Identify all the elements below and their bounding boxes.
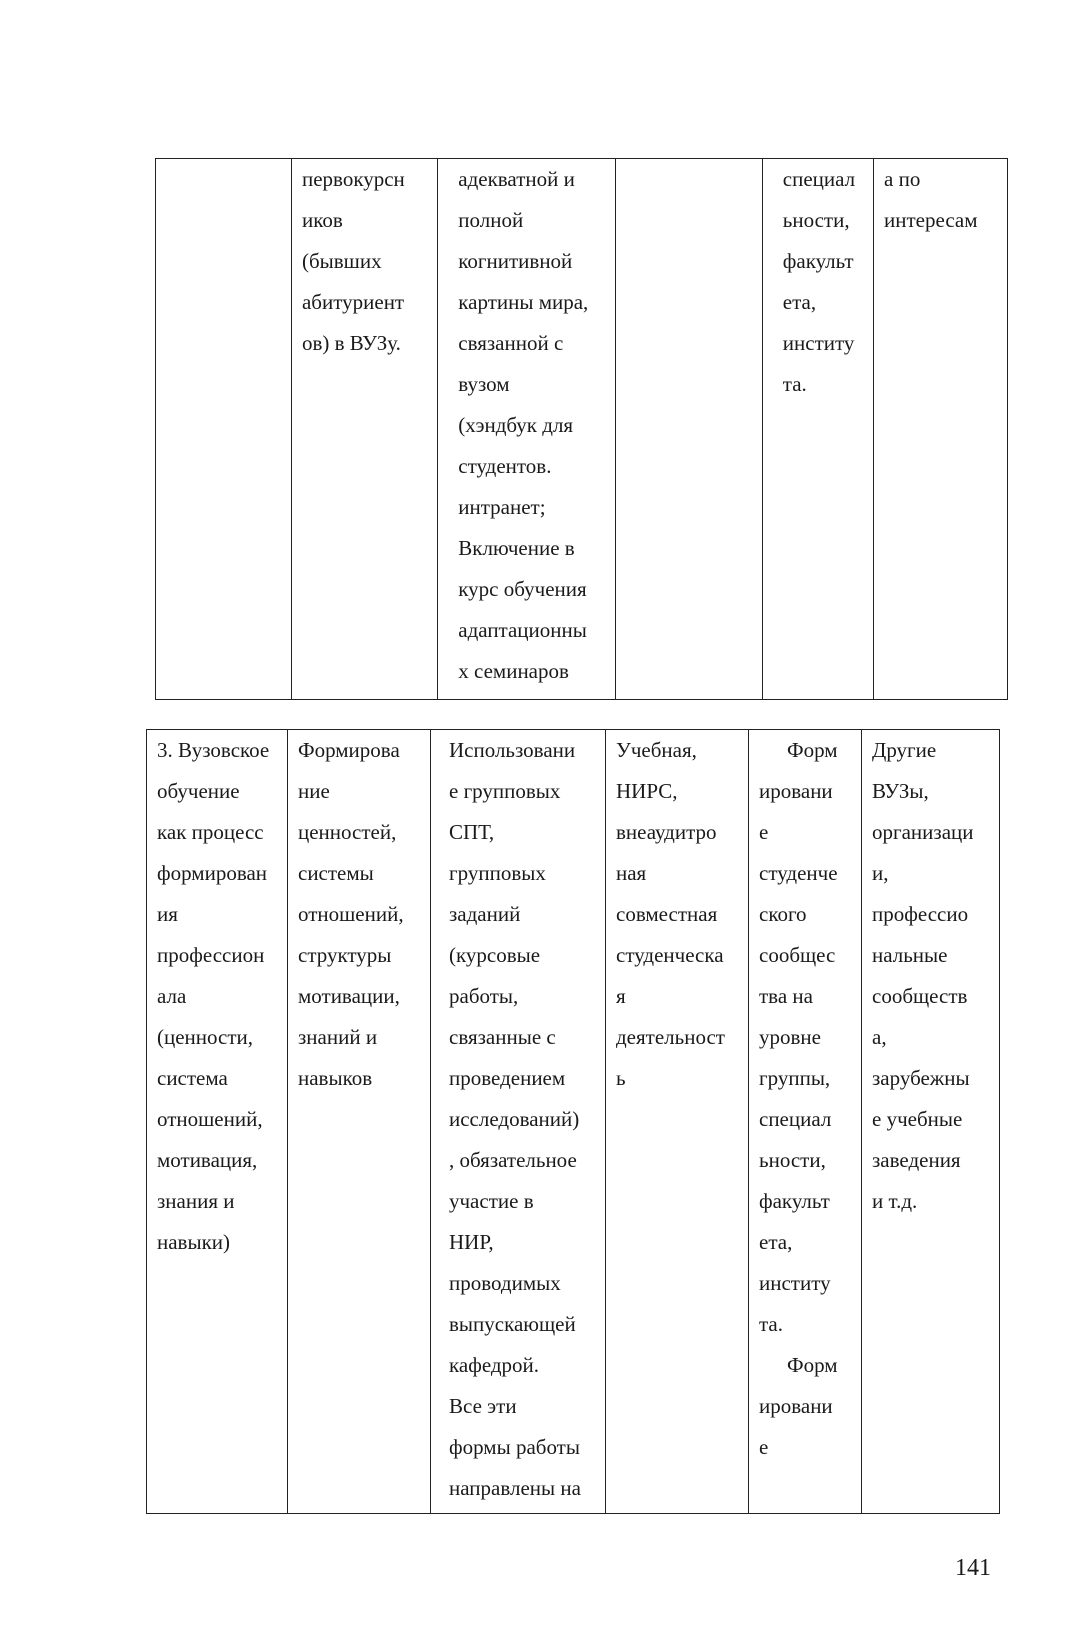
- cell-text-line: вузом: [458, 372, 510, 396]
- cell-text-line: е групповых: [449, 779, 561, 803]
- cell-text-line: проведением: [449, 1066, 566, 1090]
- table-cell: [291, 159, 437, 700]
- cell-text-line: мотивация,: [157, 1148, 258, 1172]
- cell-text-line: проводимых: [449, 1271, 561, 1295]
- cell-text-line: и,: [872, 861, 889, 885]
- table-cell: [431, 730, 606, 1514]
- cell-text-line: х семинаров: [458, 659, 569, 683]
- cell-text-line: , обязательное: [449, 1148, 577, 1172]
- cell-text-line: ала: [157, 984, 187, 1008]
- cell-text-line: организаци: [872, 820, 974, 844]
- cell-text-line: тва на: [759, 984, 813, 1008]
- cell-text-line: знаний и: [298, 1025, 378, 1049]
- cell-text-line: ние: [298, 779, 330, 803]
- cell-text-line: факульт: [759, 1189, 830, 1213]
- cell-text-line: ировани: [759, 1394, 833, 1418]
- cell-text-line: формирован: [157, 861, 268, 885]
- cell-text-line: 3. Вузовское: [157, 738, 270, 762]
- cell-text-line: кафедрой.: [449, 1353, 540, 1377]
- cell-text-line: системы: [298, 861, 374, 885]
- cell-text-line: формы работы: [449, 1435, 580, 1459]
- cell-text-line: ия: [157, 902, 178, 926]
- cell-text-line: профессио: [872, 902, 969, 926]
- cell-text-line: внеаудитро: [616, 820, 717, 844]
- cell-text-line: ета,: [782, 290, 817, 314]
- cell-text-line: уровне: [759, 1025, 821, 1049]
- table-cell: [288, 730, 431, 1514]
- table-cell: [156, 159, 292, 700]
- table-cell: [616, 159, 762, 700]
- cell-text-line: НИРС,: [616, 779, 678, 803]
- cell-text-line: связанные с: [449, 1025, 556, 1049]
- cell-text-line: факульт: [782, 249, 854, 273]
- cell-text-line: ная: [616, 861, 647, 885]
- table-cell: [749, 730, 862, 1514]
- cell-text-line: обучение: [157, 779, 240, 803]
- cell-text-line: (хэндбук для: [458, 413, 574, 437]
- cell-text-line: институ: [759, 1271, 831, 1295]
- cell-text-line: участие в: [449, 1189, 534, 1213]
- table-cell: [762, 159, 873, 700]
- cell-text-line: заведения: [872, 1148, 961, 1172]
- cell-text-line: абитуриент: [301, 290, 405, 314]
- cell-text-line: та.: [782, 372, 807, 396]
- cell-text-line: отношений,: [298, 902, 404, 926]
- cell-text-line: курс обучения: [458, 577, 587, 601]
- cell-text-line: выпускающей: [449, 1312, 576, 1336]
- cell-text-line: ценностей,: [298, 820, 397, 844]
- cell-text-line: зарубежны: [872, 1066, 970, 1090]
- table-row: [156, 159, 1008, 700]
- cell-text-line: (ценности,: [157, 1025, 254, 1049]
- table-cell: [606, 730, 749, 1514]
- cell-text-line: Все эти: [449, 1394, 517, 1418]
- cell-text-line: Учебная,: [616, 738, 697, 762]
- cell-text-line: ьности,: [782, 208, 850, 232]
- cell-text-line: интранет;: [458, 495, 546, 519]
- cell-text-line: совместная: [616, 902, 718, 926]
- cell-text-line: деятельност: [616, 1025, 725, 1049]
- cell-text-line: Включение в: [458, 536, 575, 560]
- cell-text-line: навыков: [298, 1066, 373, 1090]
- cell-text-line: профессион: [157, 943, 265, 967]
- cell-text-line: мотивации,: [298, 984, 400, 1008]
- cell-text-line: группы,: [759, 1066, 831, 1090]
- cell-text-line: навыки): [157, 1230, 231, 1254]
- cell-text-line: структуры: [298, 943, 392, 967]
- cell-text-line: (курсовые: [449, 943, 541, 967]
- cell-text-line: студенче: [759, 861, 838, 885]
- cell-text-line: нальные: [872, 943, 948, 967]
- cell-text-line: адекватной и: [458, 167, 575, 191]
- cell-text-line: е: [759, 820, 769, 844]
- cell-text-line: а по: [884, 167, 921, 191]
- cell-text-line: та.: [759, 1312, 784, 1336]
- cell-text-line: полной: [458, 208, 524, 232]
- cell-text-line: Другие: [872, 738, 937, 762]
- cell-text-line: институ: [782, 331, 855, 355]
- cell-text-line: ов) в ВУЗу.: [301, 331, 401, 355]
- cell-text-line: иков: [301, 208, 343, 232]
- cell-text-line: сообщес: [759, 943, 836, 967]
- cell-text-line: направлены на: [449, 1476, 581, 1500]
- table-row: [147, 730, 1000, 1514]
- cell-text-line: и т.д.: [872, 1189, 918, 1213]
- cell-text-line: е учебные: [872, 1107, 963, 1131]
- cell-text-line: ь: [616, 1066, 626, 1090]
- cell-text-line: а,: [872, 1025, 887, 1049]
- cell-text-line: Форм: [787, 1353, 838, 1377]
- cell-text-line: студенческа: [616, 943, 724, 967]
- cell-text-line: работы,: [449, 984, 519, 1008]
- cell-text-line: картины мира,: [458, 290, 589, 314]
- cell-text-line: отношений,: [157, 1107, 263, 1131]
- cell-text-line: заданий: [449, 902, 521, 926]
- cell-text-line: ьности,: [759, 1148, 826, 1172]
- table-cell: [862, 730, 1000, 1514]
- table-cell: [874, 159, 1008, 700]
- cell-text-line: как процесс: [157, 820, 264, 844]
- cell-text-line: интересам: [884, 208, 978, 232]
- cell-text-line: групповых: [449, 861, 546, 885]
- cell-text-line: специал: [759, 1107, 832, 1131]
- cell-text-line: первокурсн: [301, 167, 405, 191]
- cell-text-line: специал: [782, 167, 856, 191]
- cell-text-line: СПТ,: [449, 820, 495, 844]
- cell-text-line: адаптационны: [458, 618, 587, 642]
- cell-text-line: я: [616, 984, 626, 1008]
- cell-text-line: ВУЗы,: [872, 779, 929, 803]
- table-cell: [147, 730, 288, 1514]
- cell-text-line: ского: [759, 902, 807, 926]
- cell-text-line: система: [157, 1066, 228, 1090]
- page-number: 141: [955, 1555, 991, 1581]
- cell-text-line: е: [759, 1435, 769, 1459]
- table-cell: [438, 159, 616, 700]
- cell-text-line: когнитивной: [458, 249, 573, 273]
- table-section-3: [146, 729, 1000, 1514]
- cell-text-line: связанной с: [458, 331, 564, 355]
- cell-text-line: Формирова: [298, 738, 400, 762]
- cell-text-line: ета,: [759, 1230, 793, 1254]
- cell-text-line: исследований): [449, 1107, 580, 1131]
- cell-text-line: ировани: [759, 779, 833, 803]
- cell-text-line: (бывших: [301, 249, 382, 273]
- cell-text-line: знания и: [157, 1189, 235, 1213]
- cell-text-line: Использовани: [449, 738, 576, 762]
- cell-text-line: сообществ: [872, 984, 968, 1008]
- cell-text-line: студентов.: [458, 454, 552, 478]
- cell-text-line: НИР,: [449, 1230, 494, 1254]
- table-continuation: [155, 158, 1008, 700]
- cell-text-line: Форм: [787, 738, 838, 762]
